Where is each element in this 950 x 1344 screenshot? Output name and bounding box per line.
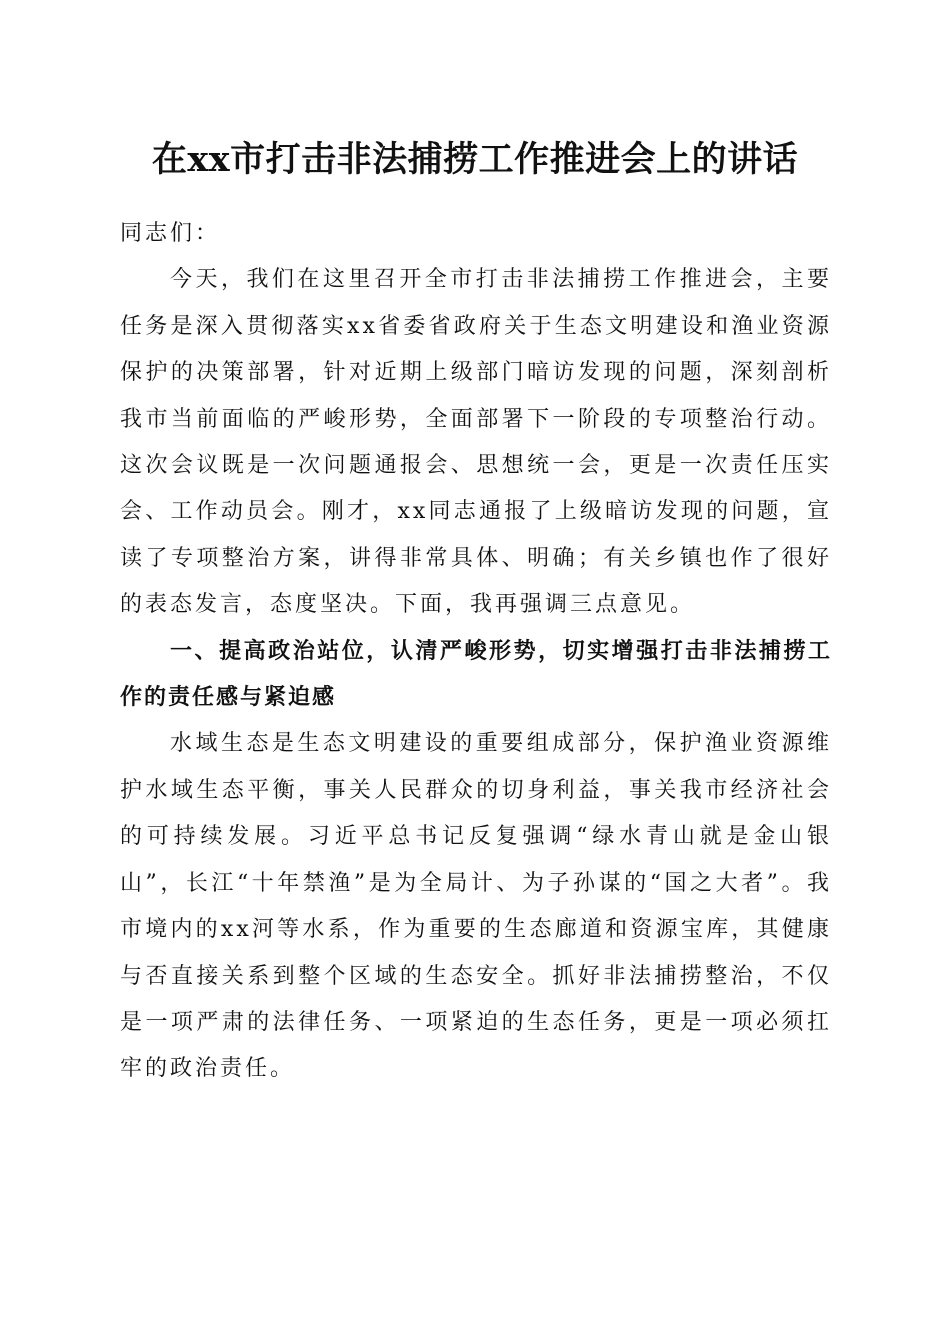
- document-body: [120, 211, 832, 1093]
- document-title: 在xx市打击非法捕捞工作推进会上的讲话: [151, 139, 799, 180]
- section-1-paragraph: 水域生态是生态文明建设的重要组成部分，保护渔业资源维护水域生态平衡，事关人民群众的切身利益，事关我市经济社会的可持续发展。习近平总书记反复强调“绿水青山就是金山银山”，长江“十年禁渔”是为全局计、为子孙谋的“国之大者”。我市境内的xx河等水系，作为重要的生态廊道和资源宝库，其健康与否直接关系到整个区域的生态安全。抓好非法捕捞整治，不仅是一项严肃的法律任务、一项紧迫的生态任务，更是一项必须扛牢的政治责任。: [120, 731, 832, 1082]
- section-heading-1: 一、提高政治站位，认清严峻形势，切实增强打击非法捕捞工作的责任感与紧迫感: [120, 638, 832, 711]
- intro-paragraph: 今天，我们在这里召开全市打击非法捕捞工作推进会，主要任务是深入贯彻落实xx省委省政府关于生态文明建设和渔业资源保护的决策部署，针对近期上级部门暗访发现的问题，深刻剖析我市当前面临的严峻形势，全面部署下一阶段的专项整治行动。这次会议既是一次问题通报会、思想统一会，更是一次责任压实会、工作动员会。刚才，xx同志通报了上级暗访发现的问题，宣读了专项整治方案，讲得非常具体、明确；有关乡镇也作了很好的表态发言，态度坚决。下面，我再强调三点意见。: [120, 267, 832, 618]
- salutation: 同志们：: [120, 221, 221, 246]
